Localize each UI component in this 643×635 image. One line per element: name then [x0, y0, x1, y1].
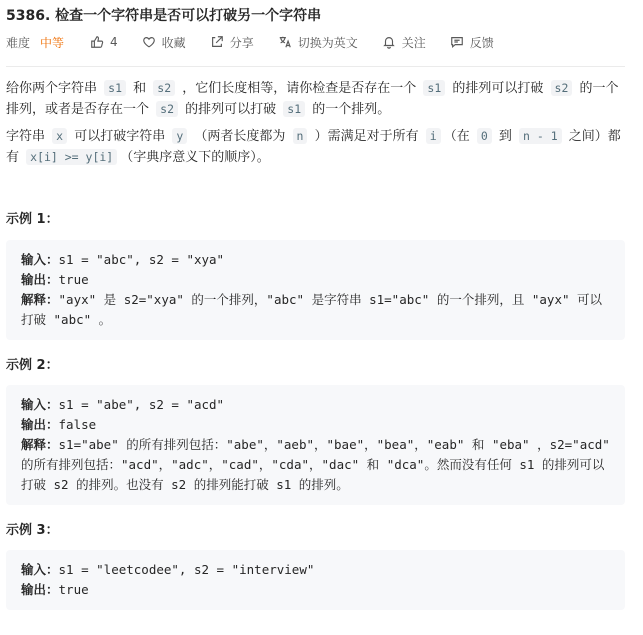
- input-value: s1 = "leetcodee", s2 = "interview": [58, 562, 315, 577]
- share-label: 分享: [229, 35, 254, 50]
- desc-text: 和: [129, 81, 151, 96]
- desc-text: 可以打破字符串: [70, 129, 170, 144]
- example-1-title: 示例 1：: [6, 212, 59, 227]
- desc-text: （字典序意义下的顺序）。: [120, 150, 270, 165]
- translate-button[interactable]: [278, 34, 358, 51]
- inline-code: s1: [423, 80, 445, 96]
- desc-text: 给你两个字符串: [6, 81, 102, 96]
- example-3-title: 示例 3：: [6, 523, 59, 538]
- example-1-block: [6, 240, 625, 340]
- description-paragraph-1: [6, 78, 626, 120]
- heart-icon: [142, 35, 156, 49]
- desc-text: 到: [494, 129, 517, 144]
- favorite-button[interactable]: [142, 34, 186, 51]
- input-label: 输入：: [21, 252, 59, 267]
- example-input-line: [21, 395, 610, 415]
- bell-icon: [382, 35, 396, 49]
- inline-code: x: [52, 128, 67, 144]
- example-output-line: [21, 580, 610, 600]
- example-2-block: [6, 385, 625, 505]
- input-value: s1 = "abc", s2 = "xya": [58, 252, 225, 267]
- desc-text: 字符串: [6, 129, 50, 144]
- explain-label: 解释：: [21, 292, 59, 307]
- explain-value: "ayx" 是 s2="xya" 的一个排列，"abc" 是字符串 s1="abc" 的一个排列，且 "ayx" 可以打破 "abc" 。: [21, 292, 603, 327]
- example-input-line: [21, 560, 610, 580]
- description-paragraph-2: [6, 126, 626, 168]
- explain-label: 解释：: [21, 437, 59, 452]
- desc-text: 的排列可以打破: [448, 81, 548, 96]
- inline-code: 0: [477, 128, 492, 144]
- example-input-line: [21, 250, 610, 270]
- like-button[interactable]: [90, 35, 118, 49]
- input-label: 输入：: [21, 397, 59, 412]
- desc-text: ）需满足对于所有: [310, 129, 423, 144]
- example-2-title: 示例 2：: [6, 358, 59, 373]
- example-3-block: [6, 550, 625, 610]
- feedback-button[interactable]: [450, 34, 494, 51]
- inline-code: s2: [156, 101, 178, 117]
- inline-code: s2: [551, 80, 573, 96]
- share-icon: [210, 35, 224, 49]
- desc-text: ，它们长度相等，请你检查是否存在一个: [178, 81, 421, 96]
- input-label: 输入：: [21, 562, 59, 577]
- example-output-line: [21, 415, 610, 435]
- translate-label: 切换为英文: [297, 35, 358, 50]
- output-value: true: [58, 582, 89, 597]
- desc-text: 的一个排列，或者是否存在一个: [6, 81, 619, 117]
- desc-text: 之间）都有: [6, 129, 621, 165]
- inline-code: s2: [153, 80, 175, 96]
- output-value: true: [58, 272, 89, 287]
- output-label: 输出：: [21, 417, 59, 432]
- inline-code: y: [172, 128, 187, 144]
- feedback-icon: [450, 35, 464, 49]
- example-explain-line: [21, 290, 610, 330]
- input-value: s1 = "abe", s2 = "acd": [58, 397, 225, 412]
- inline-code: n: [293, 128, 308, 144]
- desc-text: （两者长度都为: [190, 129, 290, 144]
- feedback-label: 反馈: [469, 35, 494, 50]
- share-button[interactable]: [210, 34, 254, 51]
- inline-code: n - 1: [519, 128, 562, 144]
- thumbs-up-icon: [90, 35, 104, 49]
- follow-label: 关注: [401, 35, 426, 50]
- explain-value: s1="abe" 的所有排列包括："abe"，"aeb"，"bae"，"bea"，"eab" 和 "eba" ，s2="acd" 的所有排列包括："acd"，"adc"，"cad"，"cda"，"dac" 和 "dca"。然而没有任何 s1 的排列可以打破 s2 的排列。也没有 s2 的排列能打破 s1 的排列。: [21, 437, 618, 492]
- desc-text: 的一个排列。: [308, 102, 391, 117]
- desc-text: （在: [443, 129, 474, 144]
- like-count: 4: [110, 35, 118, 49]
- inline-code: s1: [104, 80, 126, 96]
- problem-title: 5386. 检查一个字符串是否可以打破另一个字符串: [6, 8, 322, 24]
- example-output-line: [21, 270, 610, 290]
- inline-code: i: [426, 128, 441, 144]
- inline-code: s1: [283, 101, 305, 117]
- example-explain-line: [21, 435, 618, 495]
- header-divider: [6, 66, 625, 67]
- favorite-label: 收藏: [161, 35, 186, 50]
- difficulty-label: 难度: [6, 35, 31, 50]
- output-value: false: [58, 417, 97, 432]
- output-label: 输出：: [21, 272, 59, 287]
- inline-code: x[i] >= y[i]: [26, 149, 117, 165]
- problem-meta-bar: [6, 33, 518, 51]
- difficulty-value: 中等: [40, 35, 65, 50]
- output-label: 输出：: [21, 582, 59, 597]
- follow-button[interactable]: [382, 34, 426, 51]
- desc-text: 的排列可以打破: [181, 102, 281, 117]
- translate-icon: [278, 35, 292, 49]
